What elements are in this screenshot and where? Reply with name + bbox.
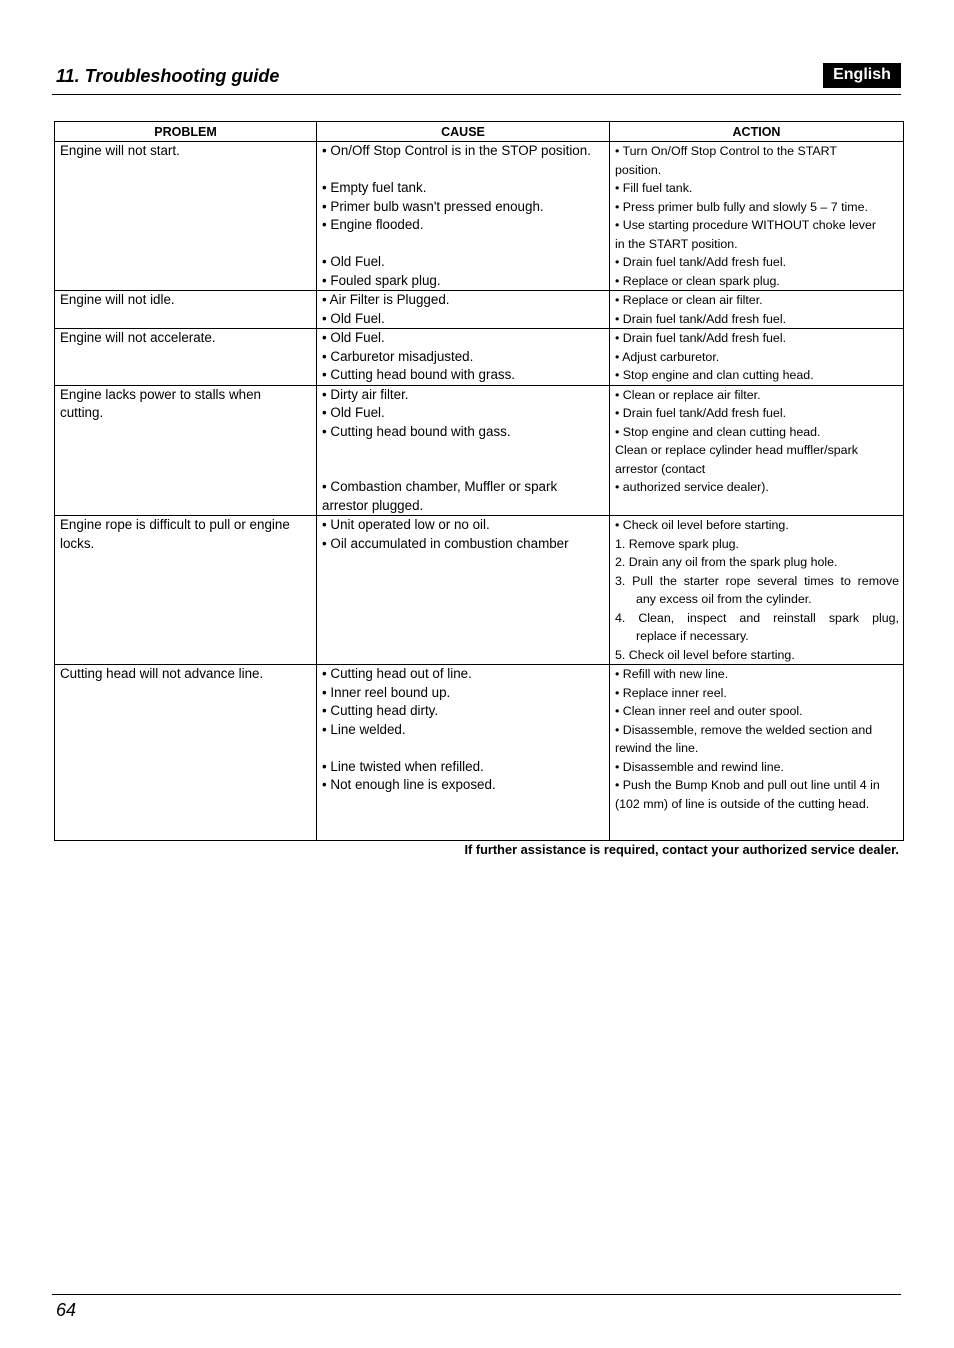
table-row [55,142,904,291]
spacer-line [322,441,605,460]
action-line: • Clean or replace air filter. [615,387,761,402]
table-header-row [55,122,904,142]
cause-line: • Carburetor misadjusted. [322,348,474,364]
action-cell [610,516,904,665]
table-row [55,291,904,329]
problem-cell [55,516,317,665]
page-number: 64 [56,1300,77,1320]
action-line: • authorized service dealer). [615,480,769,494]
cause-line: • Cutting head bound with grass. [322,367,516,382]
action-step: 2. Drain any oil from the spark plug hole. [615,555,838,569]
action-line: in the START position. [615,236,738,251]
problem-cell [55,291,317,329]
action-step-continuation: replace if necessary. [636,629,749,643]
cause-cell [317,516,610,665]
cause-line: • Old Fuel. [322,254,385,269]
action-line: position. [615,162,662,177]
cause-line: • Not enough line is exposed. [322,777,496,792]
page-title: 11. Troubleshooting guide [56,66,280,86]
action-line: • Drain fuel tank/Add fresh fuel. [615,406,787,420]
spacer-line [322,161,605,180]
cause-line: • Line welded. [322,721,406,737]
table-row [55,516,904,665]
cause-cell [317,291,610,329]
cause-line: • Air Filter is Plugged. [322,292,450,307]
table-row [55,385,904,516]
cause-cell [317,329,610,386]
cause-line: • Combastion chamber, Muffler or spark [322,479,558,494]
action-cell [610,385,904,516]
cause-line: • Cutting head dirty. [322,703,439,718]
table-row [55,329,904,386]
problem-text: Engine lacks power to stalls when [60,386,261,402]
problem-cell [55,665,317,841]
cause-line: • Dirty air filter. [322,386,409,402]
action-line: • Drain fuel tank/Add fresh fuel. [615,331,787,345]
problem-text: Engine will not idle. [60,292,175,307]
problem-cell [55,142,317,291]
cause-line: • Engine flooded. [322,217,424,232]
cause-line: • On/Off Stop Control is in the STOP position. [322,143,591,158]
cause-line: • Line twisted when refilled. [322,758,484,774]
action-line: • Stop engine and clan cutting head. [615,368,814,382]
action-cell [610,665,904,841]
action-line: • Use starting procedure WITHOUT choke lever [615,218,876,232]
problem-text: Engine will not start. [60,143,180,158]
cause-line: • Empty fuel tank. [322,180,427,195]
action-line: Clean or replace cylinder head muffler/spark [615,443,858,457]
action-cell [610,291,904,329]
action-line: • Check oil level before starting. [615,518,789,532]
action-line: (102 mm) of line is outside of the cutting head. [615,796,870,811]
action-line: • Push the Bump Knob and pull out line until 4 in [615,778,880,792]
cause-line: • Primer bulb wasn't pressed enough. [322,198,544,214]
action-line: • Drain fuel tank/Add fresh fuel. [615,311,787,326]
action-line: rewind the line. [615,741,699,755]
action-cell [610,142,904,291]
action-cell [610,329,904,386]
action-line: • Adjust carburetor. [615,349,720,364]
cause-line: • Old Fuel. [322,310,385,326]
action-line: • Disassemble and rewind line. [615,759,784,774]
action-line: • Replace inner reel. [615,685,727,700]
action-step: 5. Check oil level before starting. [615,647,795,662]
action-step: 1. Remove spark plug. [615,536,739,551]
service-dealer-note: If further assistance is required, contact your authorized service dealer. [464,842,899,857]
cause-cell [317,385,610,516]
action-step: 4. Clean, inspect and reinstall spark plug, [615,610,899,625]
cause-line: • Old Fuel. [322,330,385,345]
spacer-line [322,235,605,254]
action-line: • Clean inner reel and outer spool. [615,704,803,718]
problem-text: Engine will not accelerate. [60,330,216,345]
spacer-line [322,460,605,479]
action-line: • Refill with new line. [615,667,729,681]
cause-line: • Fouled spark plug. [322,272,441,288]
cause-line: • Cutting head bound with gass. [322,423,511,439]
cause-line: • Unit operated low or no oil. [322,517,490,532]
column-header-cause: CAUSE [317,122,610,142]
action-step: 3. Pull the starter rope several times to remove [615,573,899,588]
problem-text: Cutting head will not advance line. [60,666,264,681]
action-line: • Press primer bulb fully and slowly 5 – 7 time. [615,199,868,214]
action-step-continuation: any excess oil from the cylinder. [636,592,812,606]
column-header-action: ACTION [610,122,904,142]
action-line: • Replace or clean spark plug. [615,273,780,288]
troubleshooting-table [54,121,904,841]
problem-text: Engine rope is difficult to pull or engine [60,517,290,532]
action-line: • Disassemble, remove the welded section and [615,722,873,737]
action-line: • Replace or clean air filter. [615,293,763,307]
problem-cell [55,329,317,386]
problem-cell [55,385,317,516]
cause-cell [317,142,610,291]
header-divider [52,94,901,95]
cause-line: arrestor plugged. [322,497,424,513]
spacer-line [322,739,605,758]
cause-cell [317,665,610,841]
cause-line: • Oil accumulated in combustion chamber [322,535,569,551]
action-line: arrestor (contact [615,461,706,476]
cause-line: • Cutting head out of line. [322,666,472,681]
problem-text: cutting. [60,405,104,420]
action-line: • Fill fuel tank. [615,181,693,195]
column-header-problem: PROBLEM [55,122,317,142]
problem-text: locks. [60,535,95,551]
cause-line: • Inner reel bound up. [322,684,451,700]
action-line: • Turn On/Off Stop Control to the START [615,144,837,158]
action-line: • Drain fuel tank/Add fresh fuel. [615,255,787,269]
language-badge: English [823,63,901,88]
table-row [55,665,904,841]
action-line: • Stop engine and clean cutting head. [615,424,821,439]
cause-line: • Old Fuel. [322,405,385,420]
footer-divider [52,1294,901,1295]
